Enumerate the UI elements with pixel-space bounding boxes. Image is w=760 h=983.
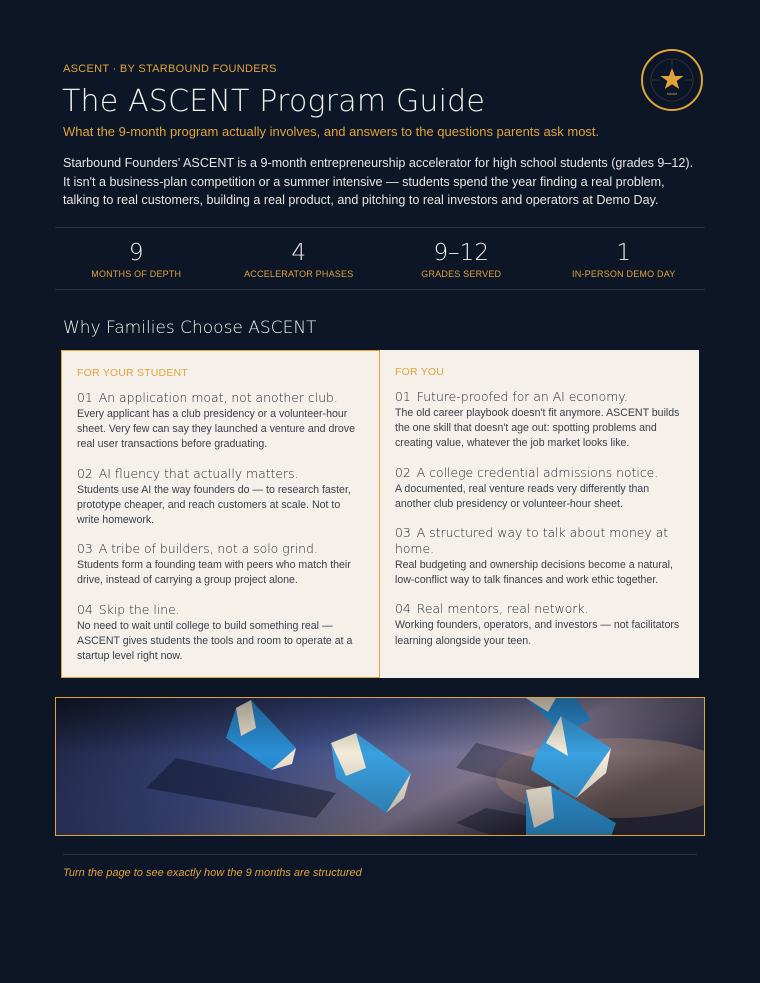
star-seal-icon: [640, 48, 704, 112]
section-title: Why Families Choose ASCENT: [63, 318, 317, 338]
item-heading: A college credential admissions notice.: [416, 464, 659, 480]
item-number: 02: [395, 464, 411, 480]
item-number: 01: [77, 390, 93, 405]
stats-bar: [55, 227, 705, 290]
item-heading: Future-proofed for an AI economy.: [416, 389, 628, 404]
item-title: [395, 601, 684, 617]
stat-grades: [380, 228, 543, 289]
list-item: [77, 390, 364, 453]
column-heading: FOR YOUR STUDENT: [77, 367, 188, 379]
item-title: [77, 602, 364, 618]
stat-value: 9–12: [433, 240, 489, 266]
item-title: [77, 466, 364, 482]
item-number: 04: [77, 601, 93, 617]
item-heading: Skip the line.: [98, 601, 180, 617]
item-heading: Real mentors, real network.: [416, 601, 589, 617]
item-title: [395, 525, 684, 557]
item-title: [77, 390, 364, 406]
page-title: The ASCENT Program Guide: [62, 84, 486, 119]
item-number: 03: [395, 525, 411, 541]
list-item: [395, 601, 684, 648]
list-item: [77, 541, 364, 588]
stat-phases: [218, 228, 381, 289]
page-subtitle: What the 9-month program actually involves, and answers to the questions parents ask most.: [63, 124, 600, 139]
item-body: Every applicant has a club presidency or a volunteer-hour sheet. Very few can say they launched a venture and drove real user transactions before graduating.: [77, 408, 355, 451]
item-number: 03: [77, 541, 93, 557]
item-body: No need to wait until college to build something real — ASCENT gives students the tools and room to operate at a startup level right now.: [77, 619, 353, 663]
stat-value: 9: [128, 240, 144, 266]
stat-label: MONTHS OF DEPTH: [91, 269, 182, 279]
item-number: 01: [395, 389, 411, 404]
stat-label: IN-PERSON DEMO DAY: [572, 269, 676, 279]
list-item: [77, 466, 364, 529]
parent-column: [380, 350, 699, 678]
item-heading: An application moat, not another club.: [98, 390, 338, 405]
stat-value: 1: [616, 240, 632, 266]
stat-demo-day: [543, 228, 706, 289]
stat-months: [55, 228, 218, 289]
stat-value: 4: [291, 240, 307, 266]
item-title: [395, 389, 684, 405]
item-title: [77, 541, 364, 557]
list-item: [395, 389, 684, 452]
item-body: A documented, real venture reads very differently than another club presidency or volunteer-hour sheet.: [395, 482, 650, 510]
item-body: The old career playbook doesn't fit anymore. ASCENT builds the one skill that doesn't age out: spotting problems and creating value, whatever the job market looks like.: [395, 407, 680, 450]
intro-paragraph: Starbound Founders' ASCENT is a 9-month entrepreneurship accelerator for high school students (grades 9–12). It isn't a business-plan competition or a summer intensive — students spend the year finding a real problem, talking to real customers, building a real product, and pitching to real investors and operators at Demo Day.: [63, 156, 694, 207]
item-number: 02: [77, 465, 93, 481]
item-body: Students use AI the way founders do — to research faster, prototype cheaper, and reach customers at scale. Not to write homework.: [77, 483, 351, 527]
item-number: 04: [395, 601, 411, 617]
item-body: Students form a founding team with peers who match their drive, instead of carrying a group project alone.: [77, 559, 351, 587]
item-body: Working founders, operators, and investors — not facilitators learning alongside your teen.: [395, 619, 680, 647]
stat-label: ACCELERATOR PHASES: [244, 269, 354, 279]
list-item: [395, 465, 684, 512]
item-body: Real budgeting and ownership decisions become a natural, low-conflict way to talk finances and work ethic together.: [395, 559, 673, 587]
student-column: [61, 350, 380, 678]
stat-label: GRADES SERVED: [421, 269, 502, 279]
item-heading: AI fluency that actually matters.: [98, 465, 299, 481]
footer-divider: [63, 854, 697, 855]
column-heading: FOR YOU: [395, 366, 445, 378]
reasons-panel: [61, 350, 699, 678]
item-title: [395, 465, 684, 481]
item-heading: A structured way to talk about money at home.: [395, 525, 669, 557]
footer-note: Turn the page to see exactly how the 9 months are structured: [63, 867, 362, 879]
list-item: [395, 525, 684, 588]
paper-boats-image: [55, 697, 705, 836]
eyebrow: ASCENT · BY STARBOUND FOUNDERS: [63, 63, 277, 75]
list-item: [77, 602, 364, 665]
item-heading: A tribe of builders, not a solo grind.: [98, 541, 318, 557]
